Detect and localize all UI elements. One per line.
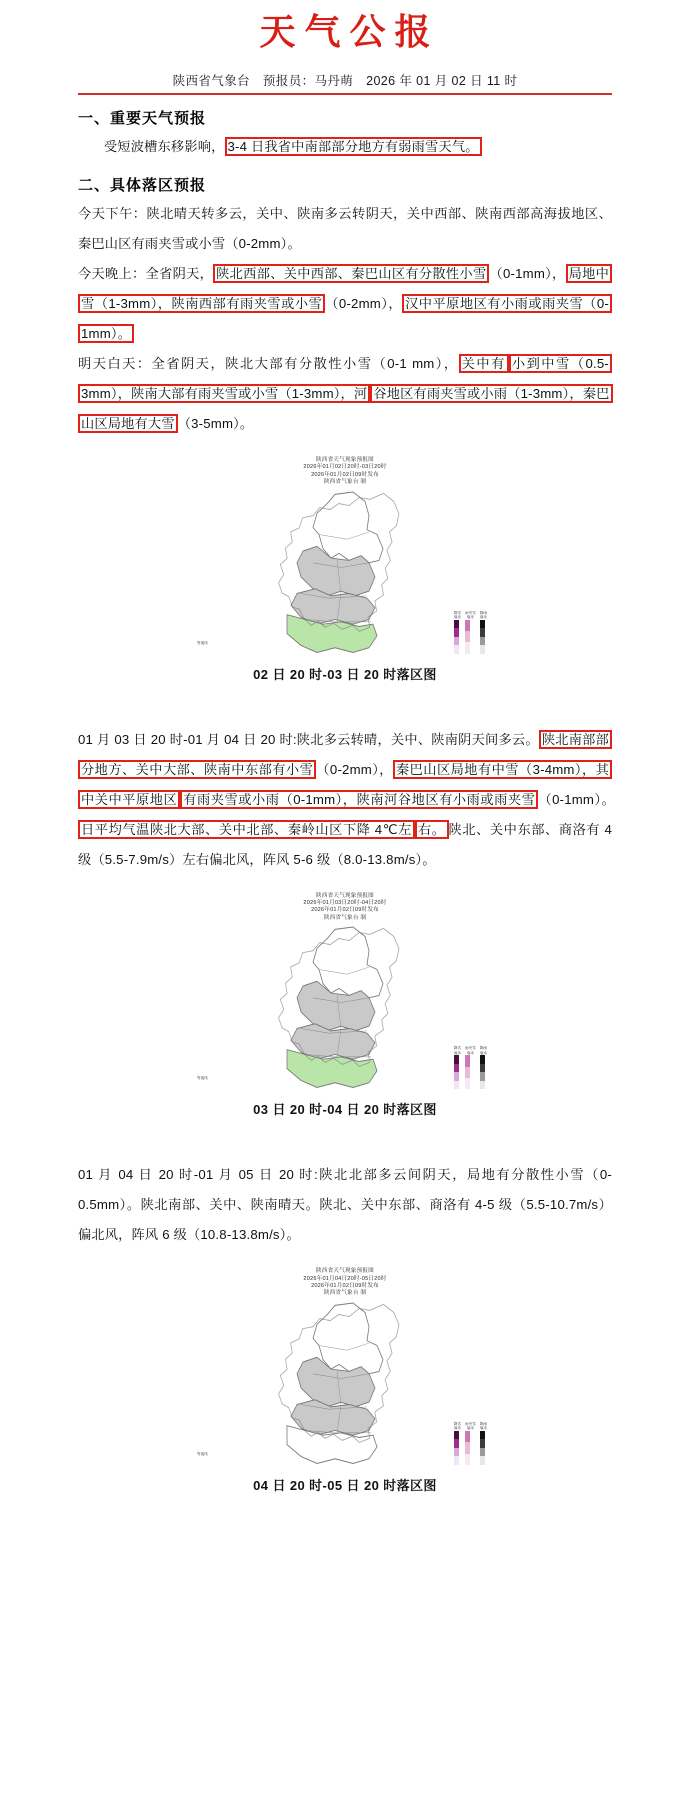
section [78,174,612,439]
text-run: 01 月 04 日 20 时-01 月 05 日 20 时:陕北北部多云间阴天，局地有分散性小雪（0-0.5mm）。陕北南部、关中、陕南晴天。陕北、关中东部、商洛有 4-5 级（5.5-10.7m/s）偏北风，阵风 6 级（10.8-13.8m/s）。 [78,1167,612,1243]
legend-scale-note: 等值线 [197,1076,208,1081]
legend-sleet [465,611,476,654]
map-canvas [195,490,495,658]
map-canvas [195,1301,495,1469]
block-spacer [78,691,612,725]
map-header-line: 陕西省气象台 制 [323,479,367,486]
map-header-line: 2026年01月03日20时-04日20时 [303,900,387,907]
section-heading: 一、重要天气预报 [78,110,207,127]
legend-rain-label: 降雨 毫米 [479,1046,487,1055]
legend-snow-label: 降雪 毫米 [453,1422,462,1431]
text-run: （0-1mm）。 [538,791,616,807]
highlighted-text: 陕北西部、关中西部、秦巴山区有分散性小雪 [213,264,489,283]
shaanxi-map-svg [195,1301,495,1469]
shaanxi-map-svg [195,925,495,1093]
text-run: （0-1mm）， [489,266,566,281]
paragraph [78,132,612,162]
block-spacer [78,1126,612,1160]
legend-snow-label: 降雪 毫米 [453,1046,462,1055]
map-header-line: 2026年01月02日09时发布 [311,471,379,478]
map-header-line: 2026年01月04日20时-05日20时 [303,1275,387,1282]
highlighted-text: 右。 [415,820,449,839]
map-header-line: 2026年01月02日09时发布 [311,1283,379,1290]
legend-scale-note: 等值线 [197,640,208,645]
map-header-text [78,1268,612,1298]
paragraph [78,725,616,875]
legend-sleet-label: 雨夹雪 毫米 [465,1422,476,1431]
text-run: （0-2mm）， [316,761,393,777]
section-paragraphs [78,132,612,162]
text-run: 陕北、关中东部、商洛有 4 级（5.5-7.9m/s）左右偏北风，阵风 5-6 级（8.0-13.8m/s）。 [78,821,612,867]
map-header-line: 陕西省天气现象预报图 [316,892,374,899]
highlighted-text: 汉中平原地区有小雨或雨夹雪（0-1mm）。 [78,294,612,343]
section-paragraphs [78,199,612,439]
map-figure [78,1268,612,1494]
legend-sleet [465,1422,476,1465]
text-run: 今天晚上：全省阴天， [78,266,214,281]
figure-caption: 03 日 20 时-04 日 20 时落区图 [253,1102,437,1118]
text-run: （0-2mm）， [325,296,403,311]
map-canvas [195,925,495,1093]
map-header-line: 2026年01月02日09时发布 [311,907,379,914]
legend-sleet-label: 雨夹雪 毫米 [465,1046,476,1055]
byline-area [0,59,690,95]
legend-scale-note: 等值线 [197,1451,208,1456]
map-figure [78,457,612,683]
legend-snow [454,1422,461,1465]
legend-rain-label: 降雨 毫米 [479,610,487,620]
highlighted-text: 小到中雪（0.5-3mm），陕南大部有雨夹雪或小雪（1-3mm），河 [78,354,612,403]
map-legend [454,1046,487,1089]
text-run: 明天白天：全省阴天，陕北大部有分散性小雪（0-1 mm）， [78,356,459,371]
map-header-text [78,893,612,923]
text-run: （3-5mm）。 [177,416,254,431]
legend-snow-label: 降雪 毫米 [453,610,462,620]
legend-rain [480,1422,487,1465]
highlighted-text: 陕北南部部分地方、关中大部、陕南中东部有小雪 [78,730,612,779]
map-header-line: 陕西省天气现象预报图 [316,457,374,463]
map-header-line: 陕西省气象台 制 [323,1290,367,1297]
highlighted-text: 有雨夹雪或小雨（0-1mm），陕南河谷地区有小雨或雨夹雪 [180,790,538,809]
highlighted-text: 秦巴山区局地有中雪（3-4mm），其中关中平原地区 [78,760,612,809]
legend-rain [480,611,487,654]
document-body [0,107,690,1494]
paragraph [78,1160,612,1250]
forecast-block [78,725,616,875]
page-title: 天气公报 [259,12,440,53]
figure-caption: 02 日 20 时-03 日 20 时落区图 [253,666,437,682]
map-legend [454,1422,487,1465]
shaanxi-map-svg [195,490,495,658]
highlighted-text: 谷地区有雨夹雪或小雨（1-3mm），秦巴山区局地有大雪 [78,384,613,433]
section-heading: 二、具体落区预报 [78,177,207,194]
highlighted-text: 日平均气温陕北大部、关中北部、秦岭山区下降 4℃左 [78,820,415,839]
paragraph [78,199,612,259]
highlighted-text: 关中有 [459,354,509,373]
legend-rain-label: 降雨 毫米 [479,1422,487,1431]
map-header-line: 陕西省天气现象预报图 [316,1268,374,1275]
paragraph [78,349,612,439]
legend-snow [454,1046,461,1089]
sections-host [78,107,612,439]
forecast-block [78,1160,612,1250]
highlighted-text: 局地中雪（1-3mm），陕南西部有雨夹雪或小雪 [78,264,612,313]
text-run: 受短波槽东移影响， [104,139,225,154]
highlighted-text: 3-4 日我省中南部部分地方有弱雨雪天气。 [225,137,482,156]
legend-sleet [465,1046,476,1089]
figures-host [78,457,616,1494]
text-run: 今天下午：陕北晴天转多云，关中、陕南多云转阴天，关中西部、陕南西部高海拔地区、秦巴山区有雨夹雪或小雪（0-2mm）。 [78,206,612,251]
legend-sleet-label: 雨夹雪 毫米 [465,610,476,620]
map-header-text [78,457,612,487]
figure-caption: 04 日 20 时-05 日 20 时落区图 [253,1477,437,1493]
legend-snow [454,611,461,654]
section [78,107,612,162]
paragraph [78,259,612,349]
map-header-line: 2026年01月02日20时-03日20时 [303,464,387,471]
title-area [0,0,690,59]
byline: 陕西省气象台 预报员：马丹萌 2026 年 01 月 02 日 11 时 [78,71,612,95]
text-run: 01 月 03 日 20 时-01 月 04 日 20 时:陕北多云转晴，关中、陕南阴天间多云。 [78,731,539,747]
map-legend [454,611,487,654]
legend-rain [480,1046,487,1089]
map-header-line: 陕西省气象台 制 [323,914,367,921]
map-figure [78,893,612,1119]
